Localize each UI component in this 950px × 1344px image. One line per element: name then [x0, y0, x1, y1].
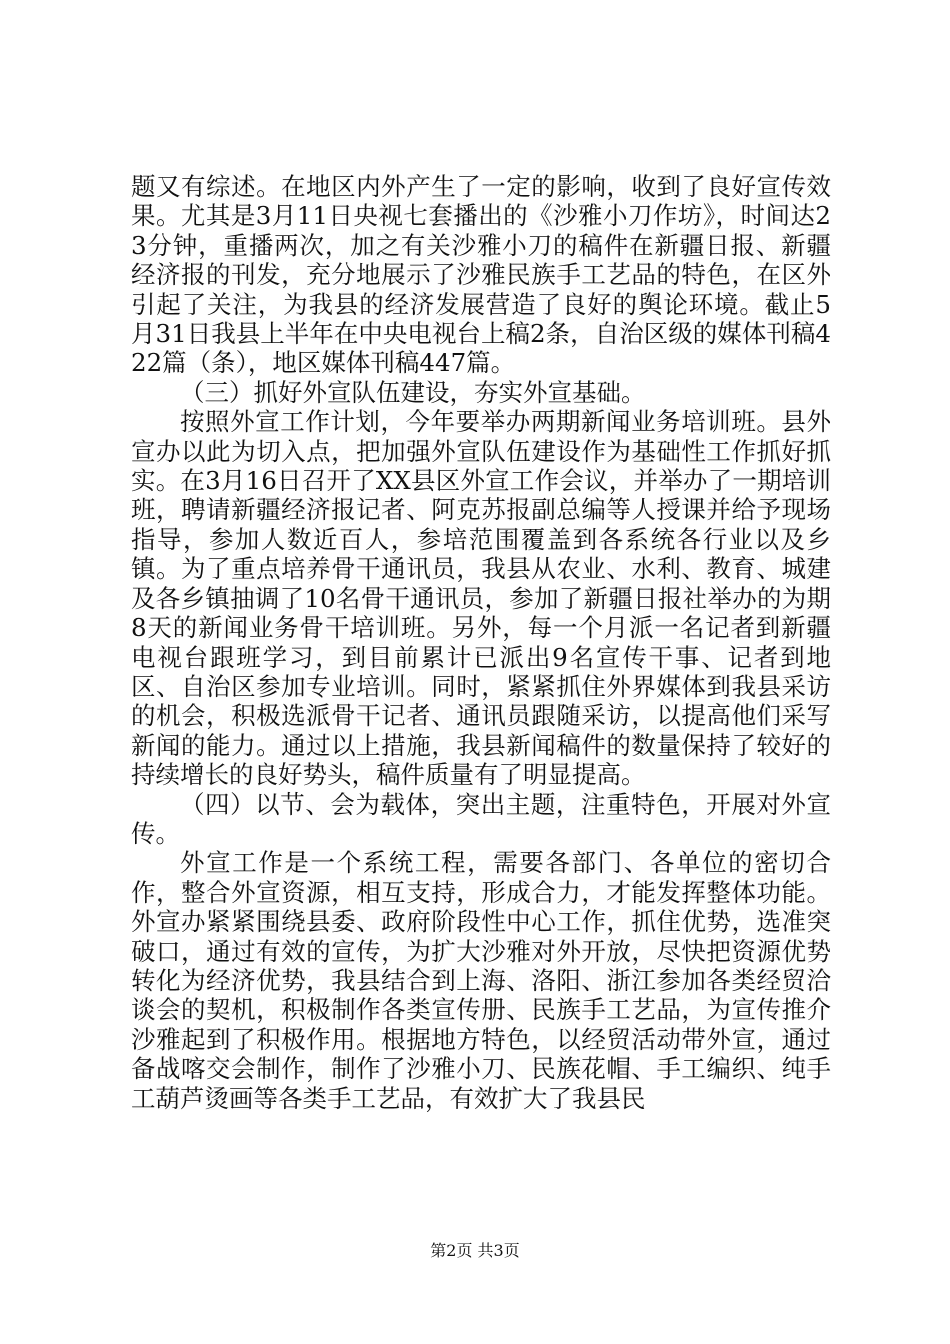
paragraph-continuation: 题又有综述。在地区内外产生了一定的影响，收到了良好宣传效果。尤其是3月11日央视七套播出的《沙雅小刀作坊》，时间达23分钟，重播两次，加之有关沙雅小刀的稿件在新疆日报、新疆经济报的刊发，充分地展示了沙雅民族手工艺品的特色，在区外引起了关注，为我县的经济发展营造了良好的舆论环境。截止5月31日我县上半年在中央电视台上稿2条，自治区级的媒体刊稿422篇（条），地区媒体刊稿447篇。: [131, 172, 831, 378]
paragraph-training: 按照外宣工作计划，今年要举办两期新闻业务培训班。县外宣办以此为切入点，把加强外宣队伍建设作为基础性工作抓好抓实。在3月16日召开了XX县区外宣工作会议，并举办了一期培训班，聘请新疆经济报记者、阿克苏报副总编等人授课并给予现场指导，参加人数近百人，参培范围覆盖到各系统各行业以及乡镇。为了重点培养骨干通讯员，我县从农业、水利、教育、城建及各乡镇抽调了10名骨干通讯员，参加了新疆日报社举办的为期8天的新闻业务骨干培训班。另外，每一个月派一名记者到新疆电视台跟班学习，到目前累计已派出9名宣传干事、记者到地区、自治区参加专业培训。同时，紧紧抓住外界媒体到我县采访的机会，积极选派骨干记者、通讯员跟随采访，以提高他们采写新闻的能力。通过以上措施，我县新闻稿件的数量保持了较好的持续增长的良好势头，稿件质量有了明显提高。: [131, 407, 831, 790]
paragraph-publicity: 外宣工作是一个系统工程，需要各部门、各单位的密切合作，整合外宣资源，相互支持，形成合力，才能发挥整体功能。外宣办紧紧围绕县委、政府阶段性中心工作，抓住优势，选准突破口，通过有效的宣传，为扩大沙雅对外开放，尽快把资源优势转化为经济优势，我县结合到上海、洛阳、浙江参加各类经贸洽谈会的契机，积极制作各类宣传册、民族手工艺品，为宣传推介沙雅起到了积极作用。根据地方特色，以经贸活动带外宣，通过备战喀交会制作，制作了沙雅小刀、民族花帽、手工编织、纯手工葫芦烫画等各类手工艺品，有效扩大了我县民: [131, 848, 831, 1113]
document-body: [131, 172, 831, 1113]
section-heading-three: （三）抓好外宣队伍建设，夯实外宣基础。: [180, 377, 646, 407]
page-footer: 第2页 共3页: [430, 1241, 520, 1260]
section-heading-four: （四）以节、会为载体，突出主题，注重特色，开展对外宣传。: [131, 789, 831, 848]
